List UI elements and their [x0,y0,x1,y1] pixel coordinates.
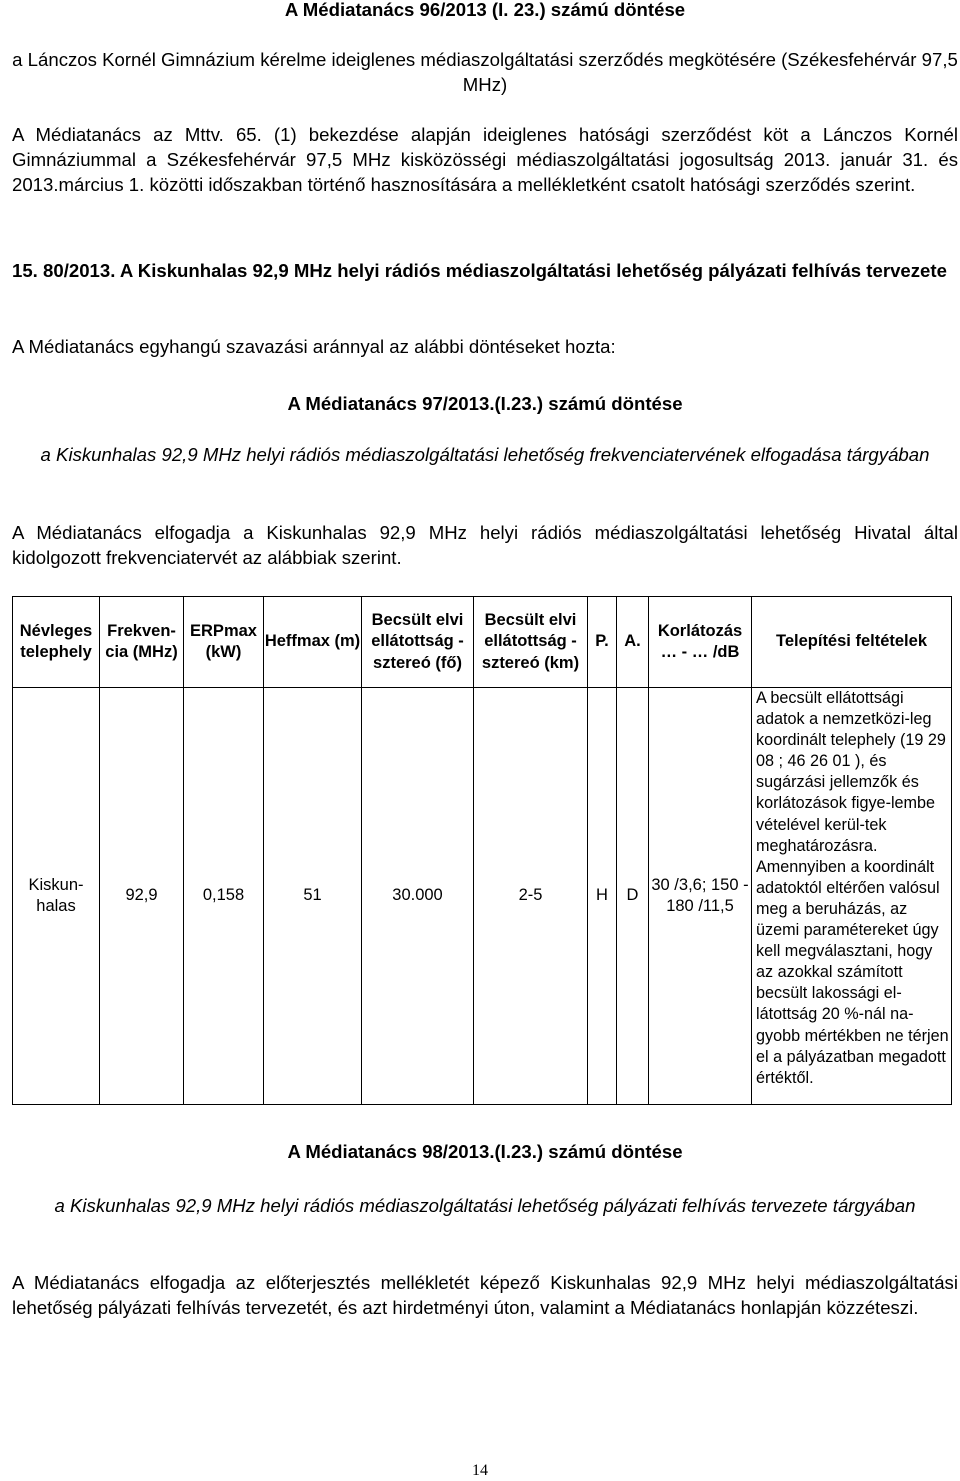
header-site: Névleges telephely [13,597,100,688]
agenda-item-15: 15. 80/2013. A Kiskunhalas 92,9 MHz helyi rádiós médiaszolgáltatási lehetőség pályázati felhívás tervezete [12,260,947,281]
cell-erp: 0,158 [184,688,264,1105]
header-population: Becsült elvi ellátottság - sztereó (fő) [362,597,474,688]
header-a: A. [617,597,649,688]
decision-96-title: A Médiatanács 96/2013 (I. 23.) számú döntése [284,0,686,20]
cell-conditions: A becsült ellátottsági adatok a nemzetközi-leg koordinált telephely (19 29 08 ; 46 26 01 ), és sugárzási jellemzők és korlátozások figye-lembe vételével kerül-tek meghatározásra. Amennyiben a koordinált adatoktól eltérően valósul meg a beruházás, az üzemi paramétereket úgy kell megválasztani, hogy az azokkal számított becsült lakossági el-látottság 20 %-nál na-gyobb mértékben ne térjen el a pályázatban megadott értéktől. [752,688,952,1105]
cell-p: H [588,688,617,1105]
decision-97-subject: a Kiskunhalas 92,9 MHz helyi rádiós médiaszolgáltatási lehetőség frekvenciatervének elfogadása tárgyában [40,444,930,465]
header-p: P. [588,597,617,688]
cell-limits: 30 /3,6; 150 - 180 /11,5 [649,688,752,1105]
table-header-row [13,597,952,688]
decision-97-title: A Médiatanács 97/2013.(I.23.) számú döntése [287,393,683,414]
table-row [13,688,952,1105]
cell-heff: 51 [264,688,362,1105]
page-number: 14 [472,1462,488,1479]
header-frequency: Frekven-cia (MHz) [100,597,184,688]
decision-98-title: A Médiatanács 98/2013.(I.23.) számú döntése [287,1141,683,1162]
decision-98-subject: a Kiskunhalas 92,9 MHz helyi rádiós médiaszolgáltatási lehetőség pályázati felhívás tervezete tárgyában [54,1195,916,1216]
cell-site: Kiskun-halas [13,688,100,1105]
header-heff: Heffmax (m) [264,597,362,688]
cell-range: 2-5 [474,688,588,1105]
vote-statement: A Médiatanács egyhangú szavazási aránnyal az alábbi döntéseket hozta: [12,336,616,357]
header-range: Becsült elvi ellátottság - sztereó (km) [474,597,588,688]
decision-98-body: A Médiatanács elfogadja az előterjesztés mellékletét képező Kiskunhalas 92,9 MHz helyi médiaszolgáltatási lehetőség pályázati felhívás tervezetét, és azt hirdetményi úton, valamint a Médiatanács honlapján közzéteszi. [12,1272,958,1318]
decision-97-body: A Médiatanács elfogadja a Kiskunhalas 92,9 MHz helyi rádiós médiaszolgáltatási lehetőség Hivatal által kidolgozott frekvenciatervét az alábbiak szerint. [12,522,958,568]
cell-population: 30.000 [362,688,474,1105]
decision-96-body: A Médiatanács az Mttv. 65. (1) bekezdése alapján ideiglenes hatósági szerződést köt a Lánczos Kornél Gimnáziummal a Székesfehérvár 97,5 MHz kisközösségi médiaszolgáltatási jogosultság 2013. január 31. és 2013.március 1. közötti időszakban történő hasznosítására a mellékletként csatolt hatósági szerződés szerint. [12,124,958,195]
frequency-plan-table [12,596,952,1105]
decision-96-subject: a Lánczos Kornél Gimnázium kérelme ideiglenes médiaszolgáltatási szerződés megkötésére (Székesfehérvár 97,5 MHz) [12,49,958,95]
header-erp: ERPmax (kW) [184,597,264,688]
header-limits: Korlátozás … - … /dB [649,597,752,688]
cell-a: D [617,688,649,1105]
header-conditions: Telepítési feltételek [752,597,952,688]
cell-frequency: 92,9 [100,688,184,1105]
